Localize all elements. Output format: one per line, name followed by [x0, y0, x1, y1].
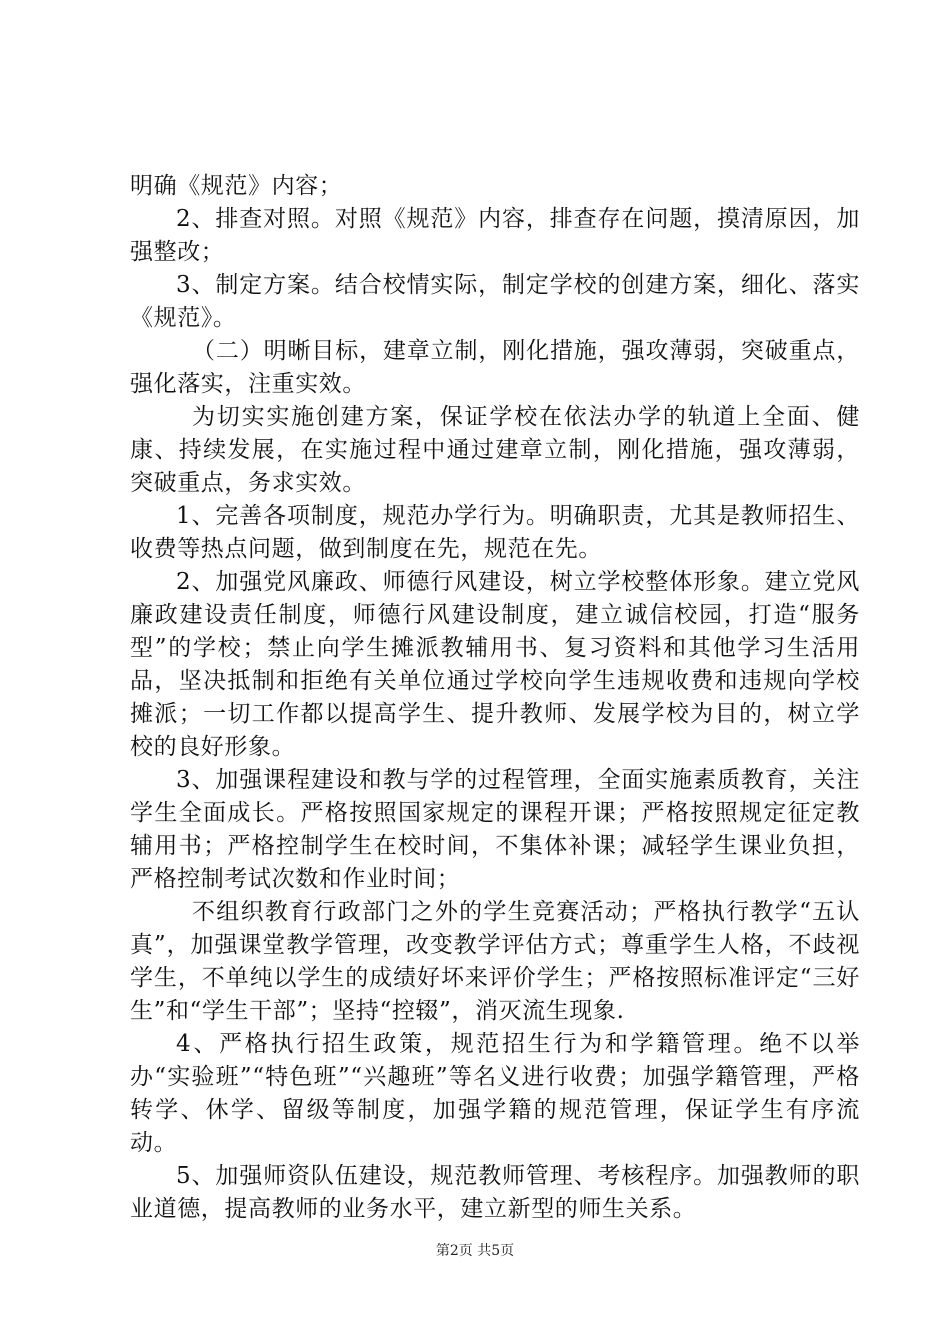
paragraph-continuation: 明确《规范》内容； — [130, 173, 343, 199]
paragraph-item-2-check: 2、排查对照。对照《规范》内容，排查存在问题，摸清原因，加强整改； — [130, 206, 860, 265]
paragraph-item-4-enrollment: 4、严格执行招生政策，规范招生行为和学籍管理。绝不以举办“实验班”“特色班”“兴趣班”等名义进行收费；加强学籍管理，严格转学、休学、留级等制度，加强学籍的规范管理，保证学生有序流动。 — [130, 1031, 860, 1156]
section-heading-two: （二）明晰目标，建章立制，刚化措施，强攻薄弱，突破重点，强化落实，注重实效。 — [130, 338, 860, 397]
paragraph-item-3-plan: 3、制定方案。结合校情实际，制定学校的创建方案，细化、落实《规范》。 — [130, 272, 860, 331]
page-number-label: 第2页 共5页 — [435, 1243, 515, 1259]
paragraph-competitions: 不组织教育行政部门之外的学生竞赛活动；严格执行教学“五认真”，加强课堂教学管理，改变教学评估方式；尊重学生人格，不歧视学生，不单纯以学生的成绩好坏来评价学生；严格按照标准评定“三好生”和“学生干部”；坚持“控辍”，消灭流生现象. — [130, 899, 860, 1024]
paragraph-item-5-teachers: 5、加强师资队伍建设，规范教师管理、考核程序。加强教师的职业道德，提高教师的业务水平，建立新型的师生关系。 — [130, 1163, 860, 1222]
paragraph-intro: 为切实实施创建方案，保证学校在依法办学的轨道上全面、健康、持续发展，在实施过程中通过建章立制，刚化措施，强攻薄弱，突破重点，务求实效。 — [130, 404, 860, 496]
page-footer — [0, 1241, 950, 1261]
paragraph-item-1-rules: 1、完善各项制度，规范办学行为。明确职责，尤其是教师招生、收费等热点问题，做到制度在先，规范在先。 — [130, 503, 860, 562]
document-body — [130, 170, 860, 1226]
paragraph-item-3-curriculum: 3、加强课程建设和教与学的过程管理，全面实施素质教育，关注学生全面成长。严格按照国家规定的课程开课；严格按照规定征定教辅用书；严格控制学生在校时间，不集体补课；减轻学生课业负担，严格控制考试次数和作业时间； — [130, 767, 860, 892]
paragraph-item-2-ethics: 2、加强党风廉政、师德行风建设，树立学校整体形象。建立党风廉政建设责任制度，师德行风建设制度，建立诚信校园，打造“服务型”的学校；禁止向学生摊派教辅用书、复习资料和其他学习生活用品，坚决抵制和拒绝有关单位通过学校向学生违规收费和违规向学校摊派；一切工作都以提高学生、提升教师、发展学校为目的，树立学校的良好形象。 — [130, 569, 860, 760]
